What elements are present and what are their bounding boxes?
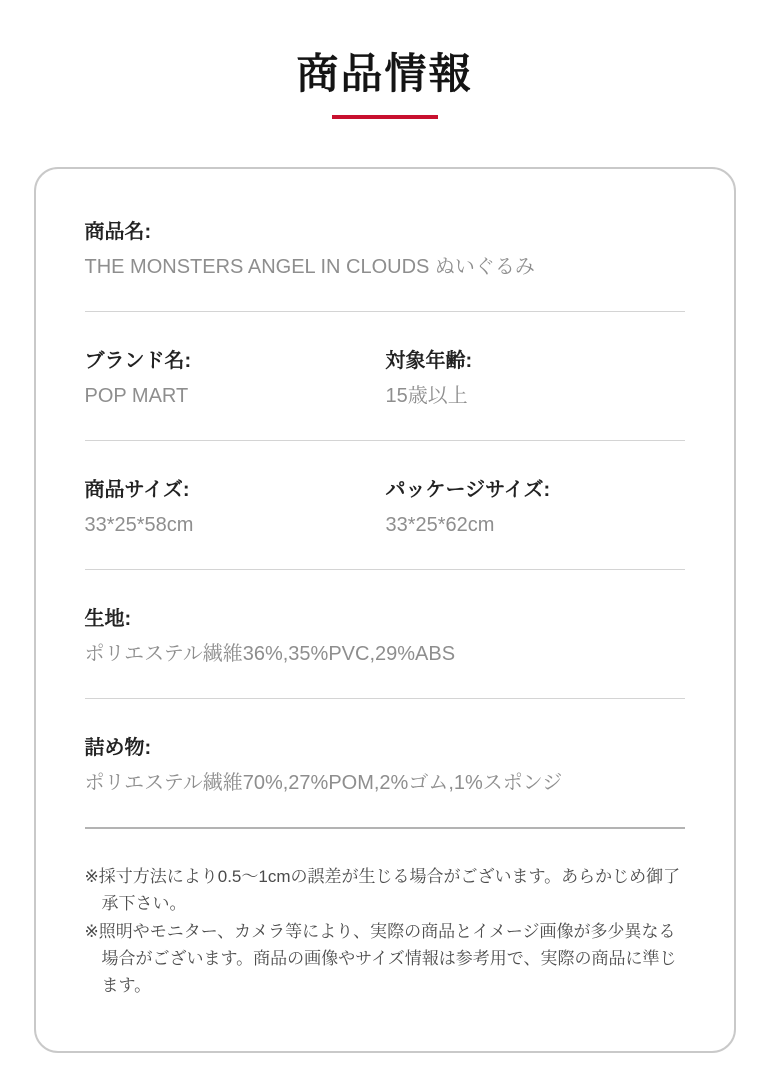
product-name-value: THE MONSTERS ANGEL IN CLOUDS ぬいぐるみ xyxy=(84,256,535,279)
divider xyxy=(85,569,685,570)
brand-label: ブランド名: xyxy=(84,350,192,373)
section-sizes xyxy=(85,477,685,538)
page-title: 商品情報 xyxy=(296,50,473,97)
product-name-label: 商品名: xyxy=(84,221,152,244)
product-size-label: 商品サイズ: xyxy=(84,479,190,502)
stuffing-value: ポリエステル繊維70%,27%POM,2%ゴム,1%スポンジ xyxy=(84,772,563,795)
brand-value: POP MART xyxy=(84,385,189,408)
package-size-value: 33*25*62cm xyxy=(385,514,495,537)
section-stuffing xyxy=(85,735,685,796)
age-label: 対象年齢: xyxy=(385,350,473,373)
divider xyxy=(85,698,685,699)
note-measurement-disclaimer: ※採寸方法により0.5〜1cmの誤差が生じる場合がございます。あらかじめ御了承下さい。 xyxy=(84,867,681,914)
stuffing-label: 詰め物: xyxy=(84,737,152,760)
note-image-disclaimer: ※照明やモニター、カメラ等により、実際の商品とイメージ画像が多少異なる場合がございます。商品の画像やサイズ情報は参考用で、実際の商品に準じます。 xyxy=(84,921,677,996)
package-size-column xyxy=(386,477,685,538)
title-underline-accent xyxy=(332,115,438,119)
product-size-column xyxy=(85,477,386,538)
fabric-value: ポリエステル繊維36%,35%PVC,29%ABS xyxy=(84,643,456,666)
section-fabric xyxy=(85,606,685,667)
brand-column xyxy=(85,348,386,409)
section-product-name xyxy=(85,219,685,280)
notes-divider xyxy=(85,827,685,829)
disclaimer-notes xyxy=(85,863,685,999)
divider xyxy=(85,311,685,312)
product-size-value: 33*25*58cm xyxy=(84,514,194,537)
fabric-label: 生地: xyxy=(84,608,132,631)
age-value: 15歳以上 xyxy=(385,385,468,408)
product-info-card xyxy=(34,167,736,1053)
package-size-label: パッケージサイズ: xyxy=(385,479,551,502)
section-brand-age xyxy=(85,348,685,409)
divider xyxy=(85,440,685,441)
age-column xyxy=(386,348,685,409)
